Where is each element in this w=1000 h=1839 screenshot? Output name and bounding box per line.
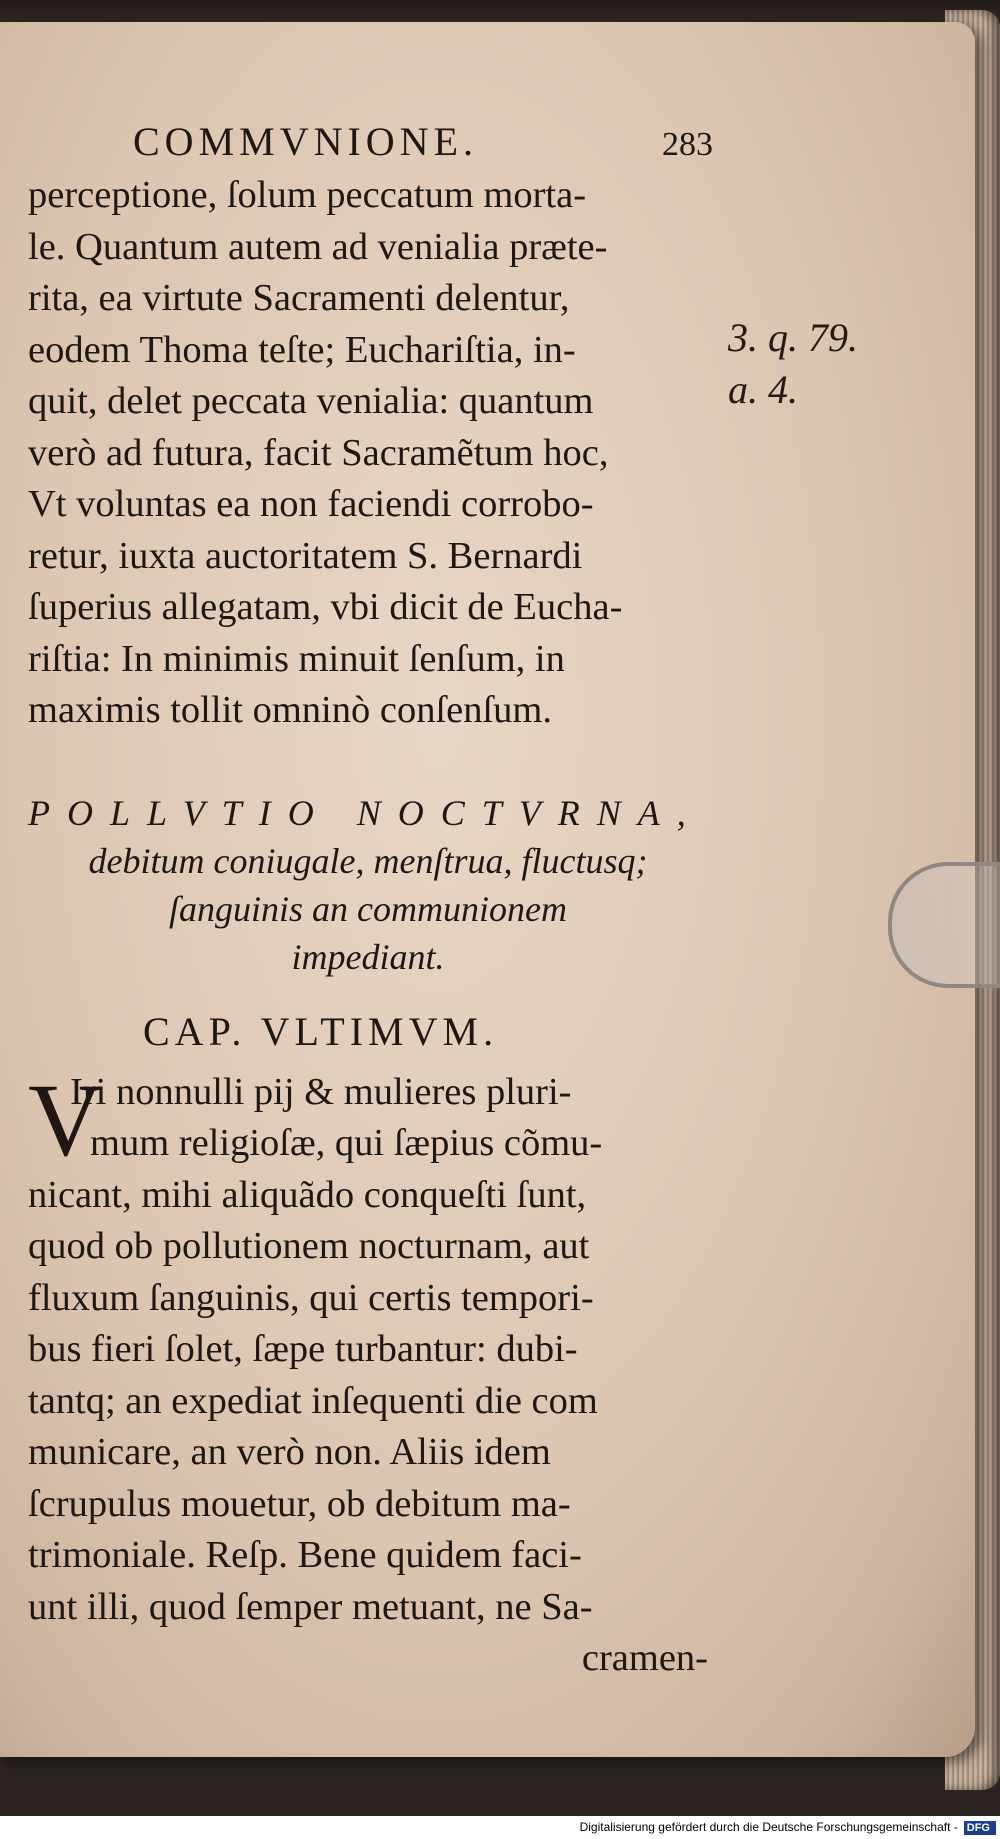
text-line: retur, iuxta auctoritatem S. Bernardi xyxy=(28,534,583,577)
text-line: fluxum ſanguinis, qui certis tempori- xyxy=(28,1276,594,1319)
page-text xyxy=(28,118,858,1685)
text-line: eodem Thoma teſte; Euchariſtia, in- xyxy=(28,328,576,371)
text-line: perceptione, ſolum peccatum morta- xyxy=(28,174,587,216)
margin-note-reference: 3. q. 79. xyxy=(728,315,858,360)
margin-note-article: a. 4. xyxy=(728,367,798,412)
page-tab-clip xyxy=(888,862,1000,988)
catchword: cramen- xyxy=(581,1637,708,1679)
text-line: Iri nonnulli pij & mulieres pluri- xyxy=(70,1070,572,1113)
text-line: tantq; an expediat inſequenti die com xyxy=(28,1379,598,1422)
text-line: rita, ea virtute Sacramenti delentur, xyxy=(28,277,570,319)
text-line: nicant, mihi aliquãdo conqueſti ſunt, xyxy=(28,1173,587,1216)
text-line: ſcrupulus mouetur, ob debitum ma- xyxy=(28,1482,571,1525)
text-line: quit, delet peccata venialia: quantum xyxy=(28,380,594,422)
text-line: trimoniale. Reſp. Bene quidem faci- xyxy=(28,1534,582,1576)
text-line: verò ad futura, facit Sacramẽtum hoc, xyxy=(28,431,609,474)
footer-text: Digitalisierung gefördert durch die Deutsche Forschungsgemeinschaft - xyxy=(579,1820,958,1834)
page-number: 283 xyxy=(662,126,713,163)
text-line: quod ob pollutionem nocturnam, aut xyxy=(28,1225,590,1267)
running-head-title: COMMVNIONE. xyxy=(133,119,478,164)
text-line: ſuperius allegatam, vbi dicit de Eucha- xyxy=(28,586,623,628)
text-line: Vt voluntas ea non faciendi corrobo- xyxy=(28,483,594,525)
section-heading-caps: POLLVTIO NOCTVRNA, xyxy=(28,792,703,833)
paragraph-2 xyxy=(28,1062,848,1685)
text-line: le. Quantum autem ad venialia præte- xyxy=(28,225,608,268)
digitization-footer xyxy=(0,1816,1000,1839)
running-head xyxy=(133,118,713,170)
text-line: unt illi, quod ſemper metuant, ne Sa- xyxy=(28,1585,593,1628)
chapter-title: CAP. VLTIMVM. xyxy=(143,1008,499,1054)
text-line: riſtia: In minimis minuit ſenſum, in xyxy=(28,637,565,680)
drop-cap: V xyxy=(28,1062,104,1178)
text-line: maximis tollit omninò conſenſum. xyxy=(28,689,552,731)
section-heading-line: impediant. xyxy=(291,936,445,977)
text-line: bus fieri ſolet, ſæpe turbantur: dubi- xyxy=(28,1328,578,1370)
text-line: mum religioſæ, qui ſæpius cõmu- xyxy=(90,1122,603,1164)
section-heading-line: ſanguinis an communionem xyxy=(169,888,567,929)
dfg-logo: DFG xyxy=(964,1821,996,1835)
section-heading xyxy=(28,789,848,981)
paragraph-1 xyxy=(28,170,848,737)
text-line: municare, an verò non. Aliis idem xyxy=(28,1431,551,1473)
section-heading-line: debitum coniugale, menſtrua, fluctusq; xyxy=(88,840,648,881)
